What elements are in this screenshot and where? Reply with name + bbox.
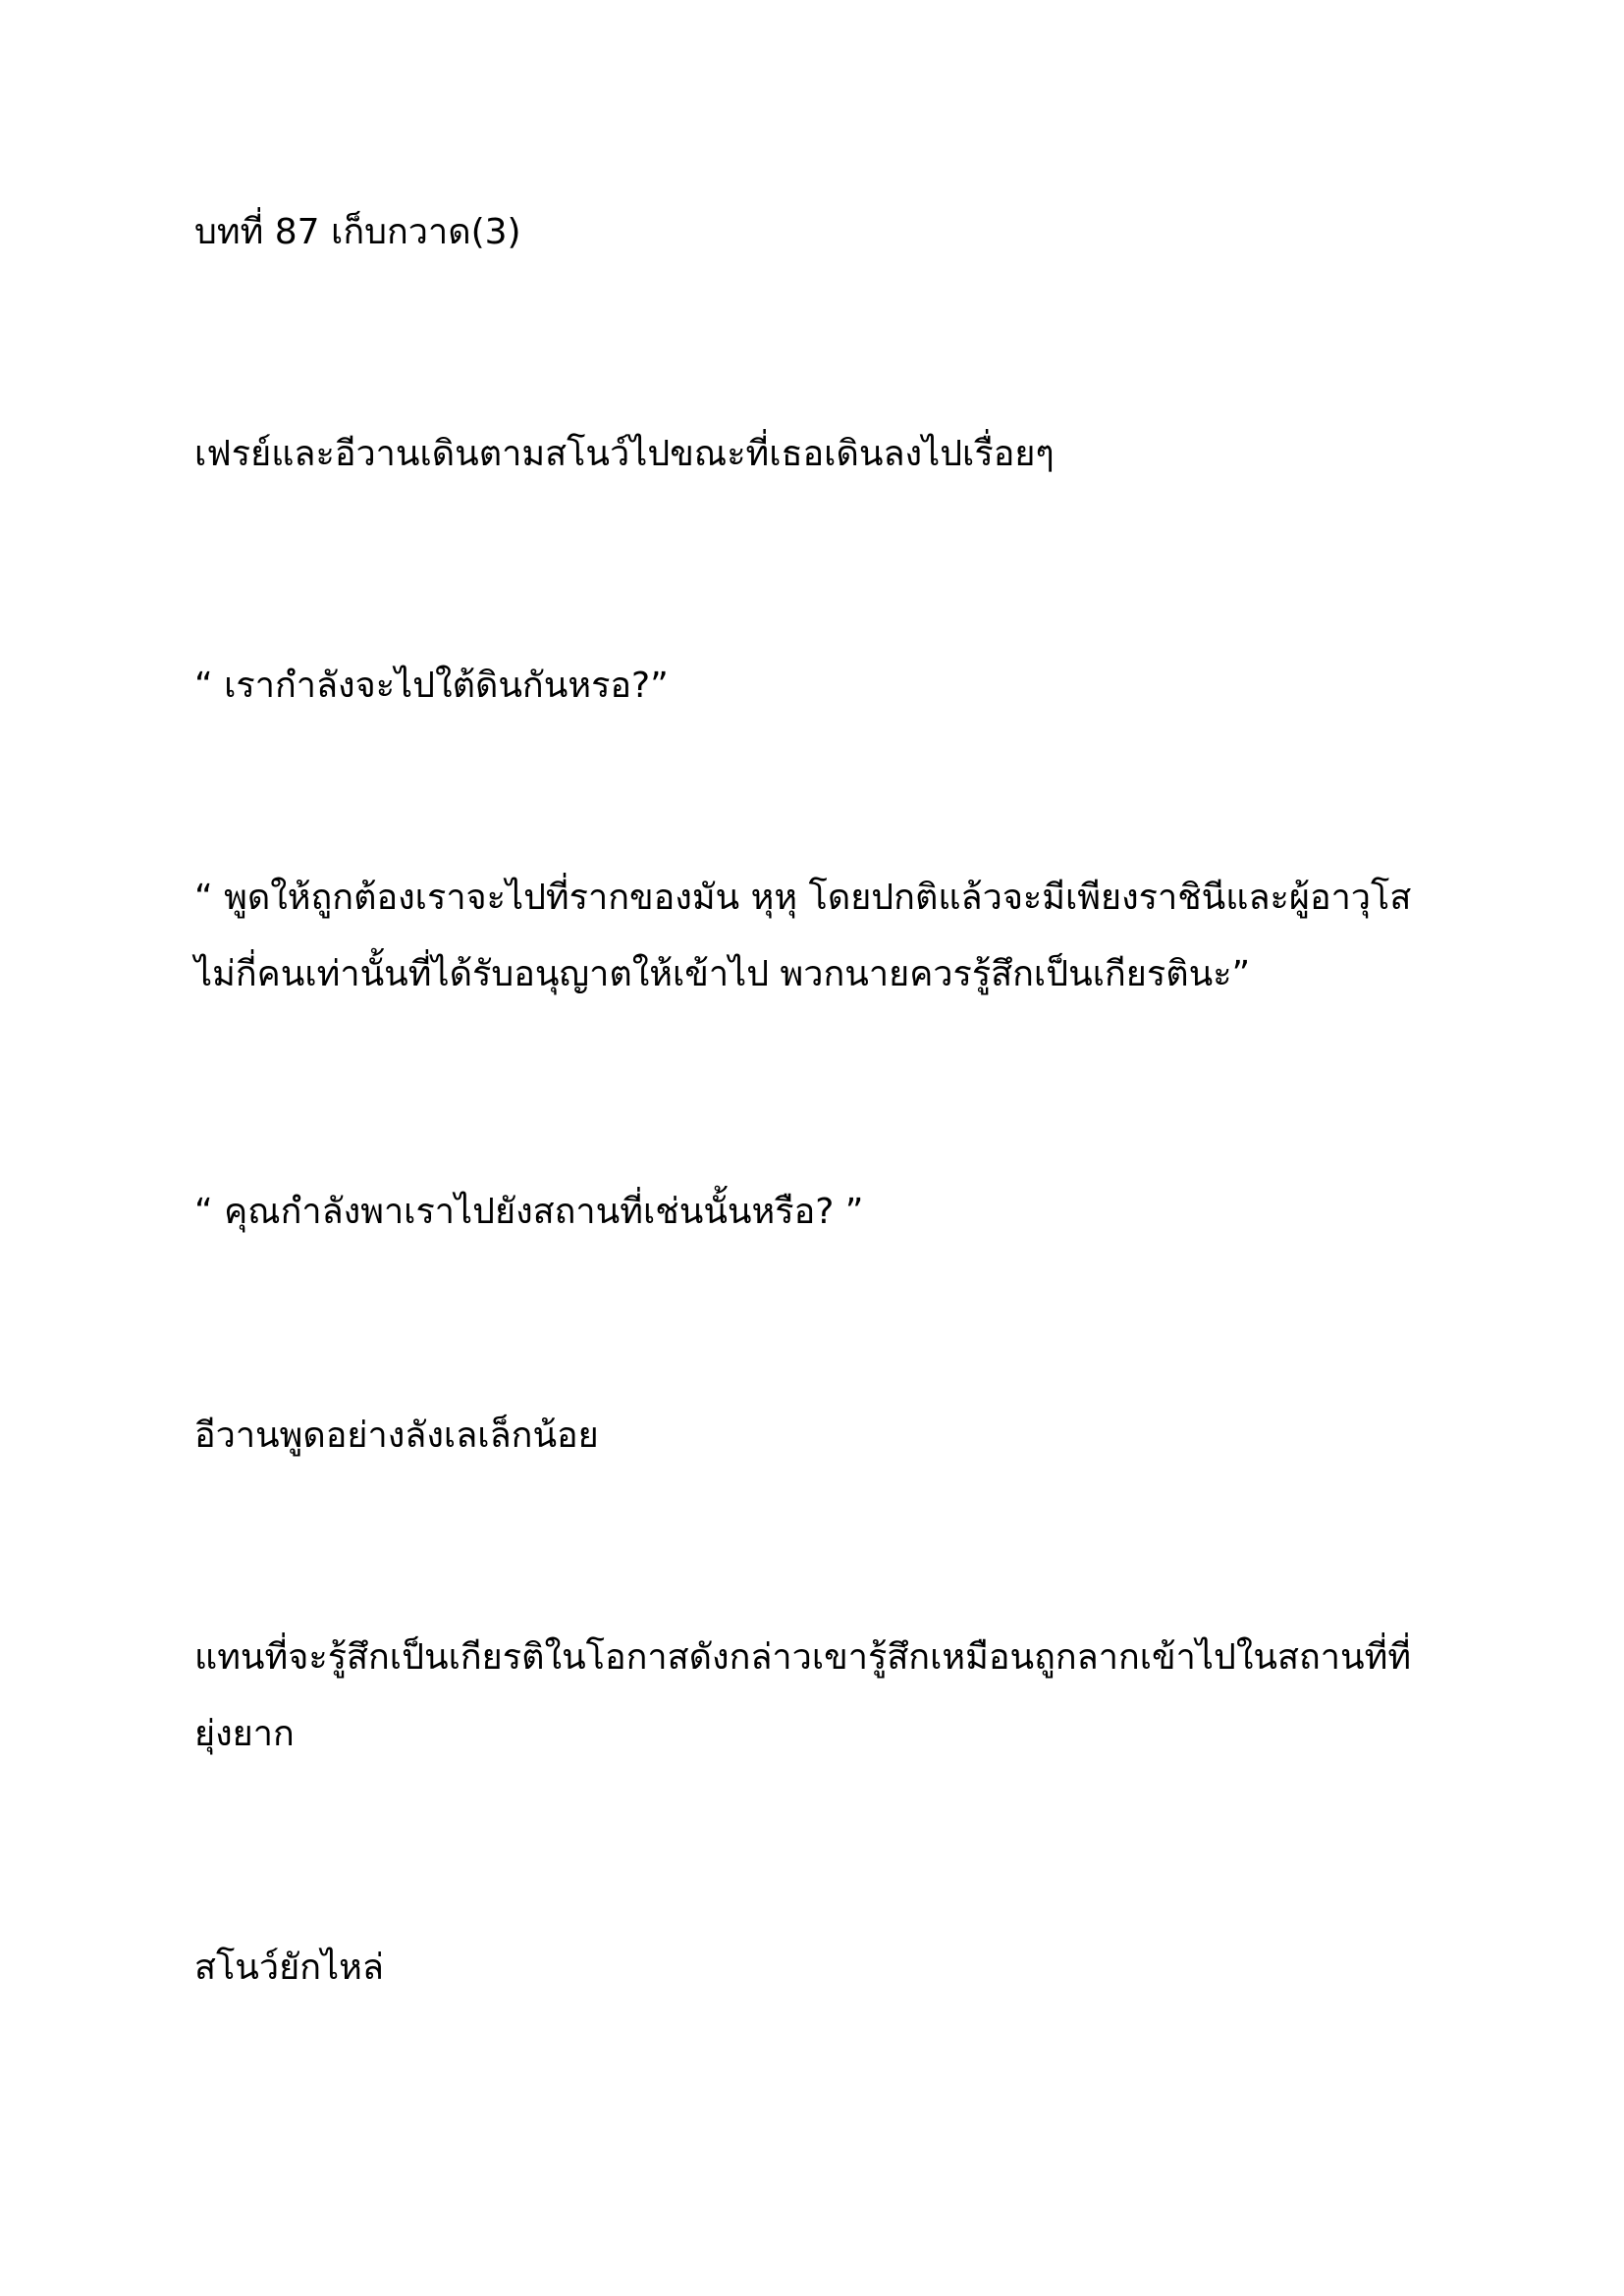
chapter-title <box>194 194 1432 271</box>
text-line: แทนที่จะรู้สึกเป็นเกียรติในโอกาสดังกล่าวเขารู้สึกเหมือนถูกลากเข้าไปในสถานที่ที่ <box>194 1637 1412 1678</box>
text-line: “ คุณกำลังพาเราไปยังสถานที่เช่นนั้นหรือ? ” <box>194 1192 864 1232</box>
text-line: “ เรากำลังจะไปใต้ดินกันหรอ?” <box>194 666 669 706</box>
paragraph <box>194 1398 1432 1474</box>
dialogue-paragraph <box>194 648 1432 724</box>
paragraph <box>194 1930 1432 2006</box>
dialogue-paragraph <box>194 1174 1432 1251</box>
text-line: สโนว์ยักไหล่ <box>194 1948 384 1988</box>
paragraph <box>194 416 1432 493</box>
text-line: ไม่กี่คนเท่านั้นที่ได้รับอนุญาตให้เข้าไป พวกนายควรรู้สึกเป็นเกียรตินะ” <box>194 954 1251 994</box>
text-line: “ พูดให้ถูกต้องเราจะไปที่รากของมัน หุหุ โดยปกติแล้วจะมีเพียงราชินีและผู้อาวุโส <box>194 878 1412 918</box>
dialogue-paragraph <box>194 860 1432 1013</box>
text-line: อีวานพูดอย่างลังเลเล็กน้อย <box>194 1415 599 1456</box>
paragraph <box>194 1620 1432 1773</box>
text-line: ยุ่งยาก <box>194 1714 295 1754</box>
text-line: เฟรย์และอีวานเดินตามสโนว์ไปขณะที่เธอเดินลงไปเรื่อยๆ <box>194 434 1055 474</box>
text-line: บทที่ 87 เก็บกวาด(3) <box>194 212 521 252</box>
